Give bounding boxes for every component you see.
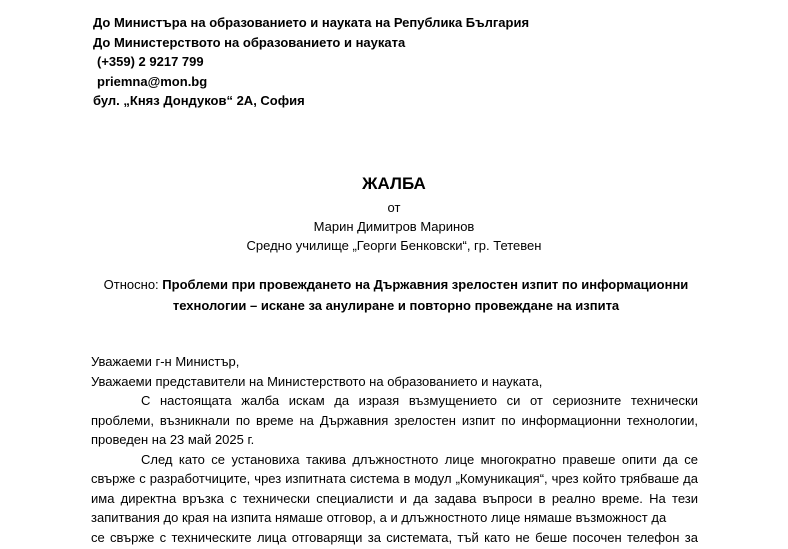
- subject-text: Проблеми при провеждането на Държавния зрелостен изпит по информационни технологии – искане за анулиране и повторно провеждане на изпита: [162, 277, 689, 313]
- document-title: ЖАЛБА: [362, 174, 426, 193]
- subject-label: Относно:: [103, 277, 163, 292]
- recipient-minister: До Министъра на образованието и науката на Република България: [93, 15, 530, 30]
- greeting-minister: Уважаеми г-н Министър,: [91, 354, 240, 369]
- recipient-address: бул. „Княз Дондуков“ 2А, София: [93, 93, 305, 108]
- recipient-block: [93, 13, 529, 111]
- paragraph-1: С настоящата жалба искам да изразя възмущението си от сериозните технически проблеми, възникнали по време на Държавния зрелостен изпит по информационни технологии, проведен на 23 май 2025 г.: [91, 393, 698, 447]
- greeting-ministry: Уважаеми представители на Министерството на образованието и науката,: [91, 373, 543, 389]
- recipient-ministry: До Министерството на образованието и науката: [93, 34, 406, 50]
- paragraph-2: След като се установиха такива длъжностното лице многократно правеше опити да се свърже с разработчиците, чрез изпитната система в модул „Комуникация“, чрез който трябваше да има директна връзка с технически специалисти и да задава въпроси в реално време. На тези запитвания до края на изпита нямаше отговор, а и длъжностното лице нямаше възможност да: [91, 451, 698, 525]
- recipient-email: priemna@mon.bg: [97, 73, 208, 89]
- paragraph-2-continued: се свърже с техническите лица отговарящи за системата, тъй като не беше посочен телефон за: [91, 529, 698, 545]
- author-school: Средно училище „Георги Бенковски“, гр. Тетевен: [246, 238, 542, 253]
- from-label: от: [387, 200, 401, 215]
- subject-line: [90, 274, 702, 316]
- letter-body: [91, 352, 698, 547]
- author-name: Марин Димитров Маринов: [313, 219, 475, 234]
- recipient-phone: (+359) 2 9217 799: [97, 54, 204, 69]
